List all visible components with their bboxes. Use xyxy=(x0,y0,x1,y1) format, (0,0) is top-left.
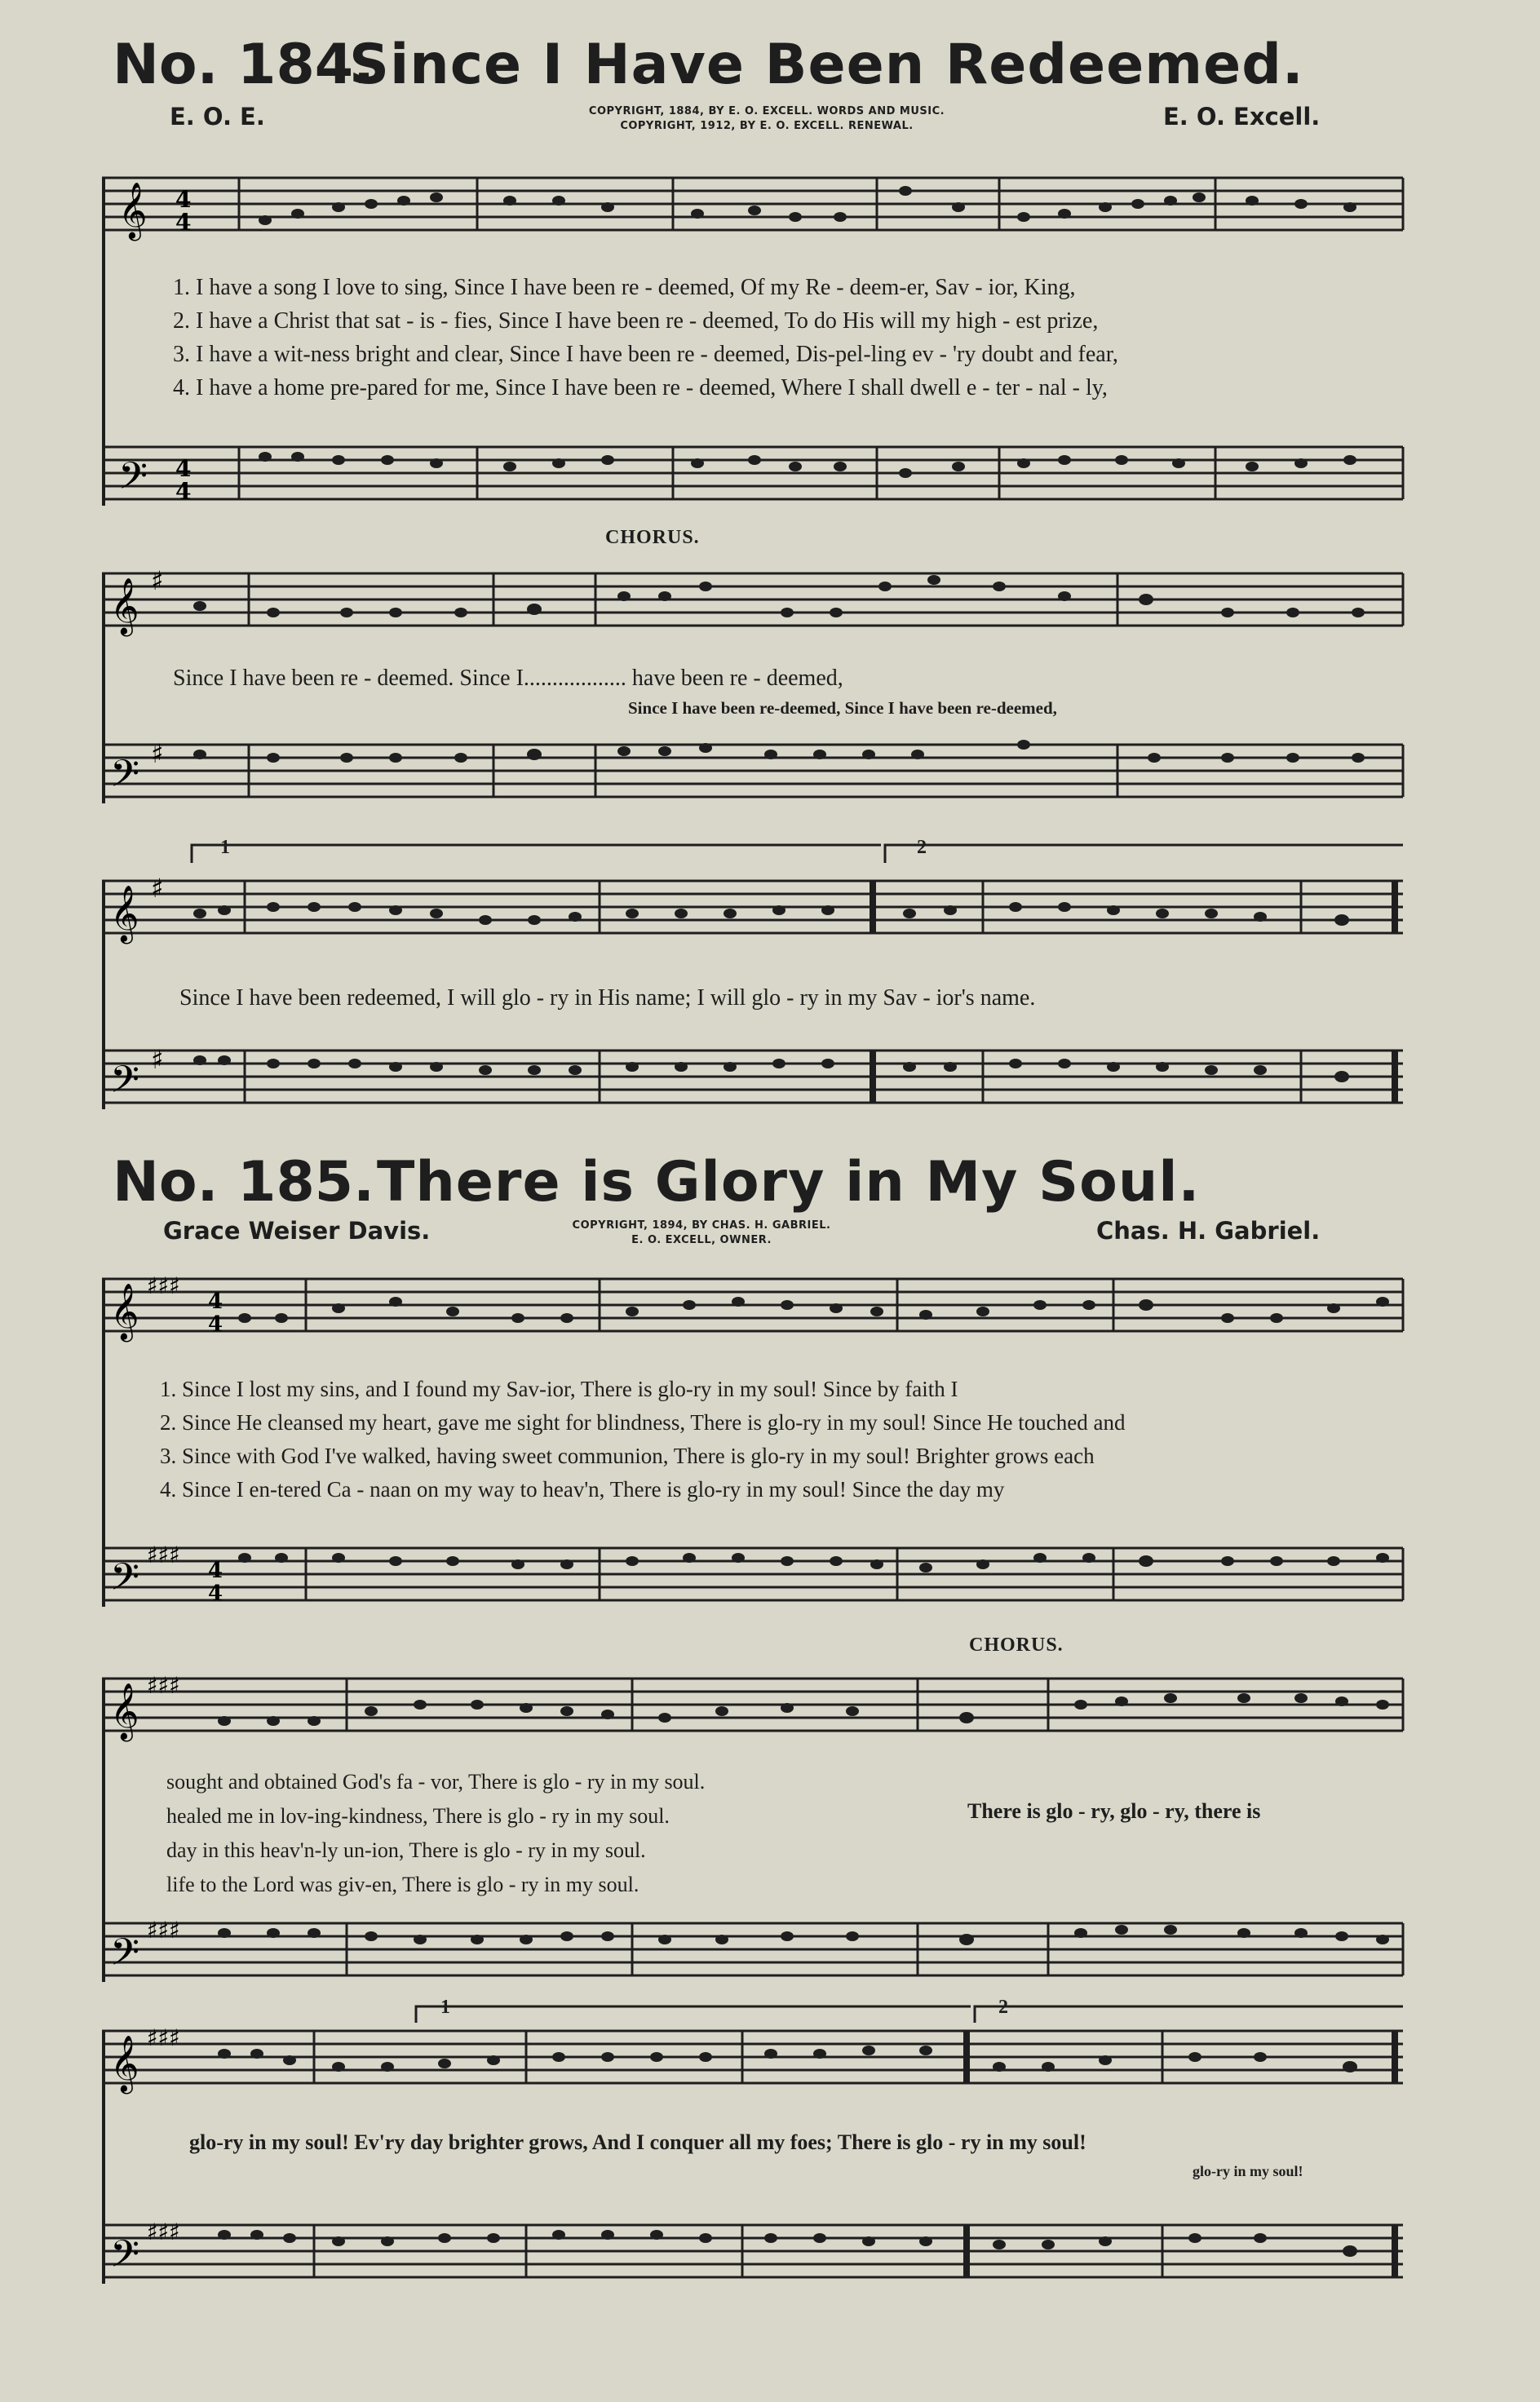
svg-text:♯: ♯ xyxy=(151,1044,164,1075)
svg-text:𝄢: 𝄢 xyxy=(110,1931,140,1984)
music-staff-system xyxy=(102,832,1407,1117)
verse-lyrics-continued: sought and obtained God's fa - vor, There is glo - ry in my soul. healed me in lov-ing-kindness, There is glo - ry in my soul. day in this heav'n-ly un-ion, There is glo - ry in my soul. life to the Lord was giv-en, There is glo - ry in my soul. xyxy=(166,1770,706,1896)
svg-text:♯♯♯: ♯♯♯ xyxy=(147,1272,180,1299)
svg-text:4: 4 xyxy=(208,1559,223,1583)
svg-text:𝄢: 𝄢 xyxy=(110,1058,140,1111)
copyright-notice: COPYRIGHT, 1884, BY E. O. EXCELL. WORDS AND MUSIC. COPYRIGHT, 1912, BY E. O. EXCELL. RENEWAL. xyxy=(588,105,945,132)
lyricist: E. O. E. xyxy=(170,103,265,130)
hymn-number: No. 185. xyxy=(113,1150,374,1214)
chorus-lyrics: Since I have been re - deemed. Since I.................. have been re - deemed, xyxy=(173,666,843,691)
second-ending-label: 2 xyxy=(917,837,927,858)
svg-text:♯♯♯: ♯♯♯ xyxy=(147,2024,180,2051)
svg-text:𝄢: 𝄢 xyxy=(110,2232,140,2285)
svg-text:𝄞: 𝄞 xyxy=(110,1283,139,1340)
svg-text:𝄞: 𝄞 xyxy=(110,885,139,942)
svg-text:𝄞: 𝄞 xyxy=(110,2035,139,2092)
lyricist: Grace Weiser Davis. xyxy=(163,1217,431,1245)
chorus-label: CHORUS. xyxy=(969,1635,1064,1656)
chorus-lyrics: There is glo - ry, glo - ry, there is xyxy=(967,1799,1261,1823)
svg-text:4: 4 xyxy=(175,455,192,482)
svg-text:♯: ♯ xyxy=(151,873,164,904)
svg-text:♯♯♯: ♯♯♯ xyxy=(147,1672,180,1699)
svg-text:𝄢: 𝄢 xyxy=(110,1555,140,1608)
svg-text:𝄢: 𝄢 xyxy=(110,752,140,805)
svg-text:𝄞: 𝄞 xyxy=(110,577,139,635)
svg-text:4: 4 xyxy=(208,1289,223,1314)
svg-text:♯♯♯: ♯♯♯ xyxy=(147,1917,180,1944)
svg-text:4: 4 xyxy=(208,1312,223,1337)
hymn-title: Since I Have Been Redeemed. xyxy=(349,33,1304,97)
first-ending-label: 1 xyxy=(440,1997,451,2018)
copyright-notice: COPYRIGHT, 1894, BY CHAS. H. GABRIEL. E. O. EXCELL, OWNER. xyxy=(572,1219,831,1246)
svg-text:𝄞: 𝄞 xyxy=(118,182,148,239)
alto-echo-lyrics: glo-ry in my soul! xyxy=(1193,2163,1303,2179)
svg-text:𝄢: 𝄢 xyxy=(118,454,148,507)
second-ending-label: 2 xyxy=(998,1997,1009,2018)
svg-text:♯: ♯ xyxy=(151,567,164,596)
svg-text:4: 4 xyxy=(175,478,192,505)
chorus-ending-lyrics: Since I have been redeemed, I will glo - ry in His name; I will glo - ry in my Sav - ior's name. xyxy=(179,985,1036,1011)
hymn-number: No. 184. xyxy=(113,33,374,97)
alto-echo-lyrics: Since I have been re-deemed, Since I have been re-deemed, xyxy=(628,698,1057,718)
hymn-title: There is Glory in My Soul. xyxy=(377,1150,1201,1214)
svg-text:♯♯♯: ♯♯♯ xyxy=(147,2218,180,2245)
chorus-ending-lyrics: glo-ry in my soul! Ev'ry day brighter grows, And I conquer all my foes; There is glo - ry in my soul! xyxy=(189,2130,1086,2154)
composer: Chas. H. Gabriel. xyxy=(1096,1217,1321,1245)
verse-lyrics: 1. I have a song I love to sing, Since I have been re - deemed, Of my Re - deem-er, Sav - ior, King, 2. I have a Christ that sat - is - fies, Since I have been re - deemed, To do His will my high - est prize, 3. I have a wit-ness bright and clear, Since I have been re - deemed, Dis-pel-ling ev - 'ry doubt and fear, 4. I have a home pre-pared for me, Since I have been re - deemed, Where I shall dwell e - ter - nal - ly, xyxy=(173,275,1118,400)
svg-text:4: 4 xyxy=(175,209,192,236)
chorus-label: CHORUS. xyxy=(605,527,700,548)
verse-lyrics: 1. Since I lost my sins, and I found my Sav-ior, There is glo-ry in my soul! Since by faith I 2. Since He cleansed my heart, gave me sight for blindness, There is glo-ry in my soul! Since He touched and 3. Since with God I've walked, having sweet communion, There is glo-ry in my soul! Brighter grows each 4. Since I en-tered Ca - naan on my way to heav'n, There is glo-ry in my soul! Since the day my xyxy=(160,1377,1126,1502)
svg-text:4: 4 xyxy=(208,1581,223,1606)
composer: E. O. Excell. xyxy=(1163,103,1321,130)
svg-text:𝄞: 𝄞 xyxy=(110,1683,139,1740)
svg-text:♯: ♯ xyxy=(151,738,164,769)
svg-text:♯♯♯: ♯♯♯ xyxy=(147,1542,180,1568)
first-ending-label: 1 xyxy=(220,837,231,858)
svg-text:4: 4 xyxy=(175,186,192,213)
